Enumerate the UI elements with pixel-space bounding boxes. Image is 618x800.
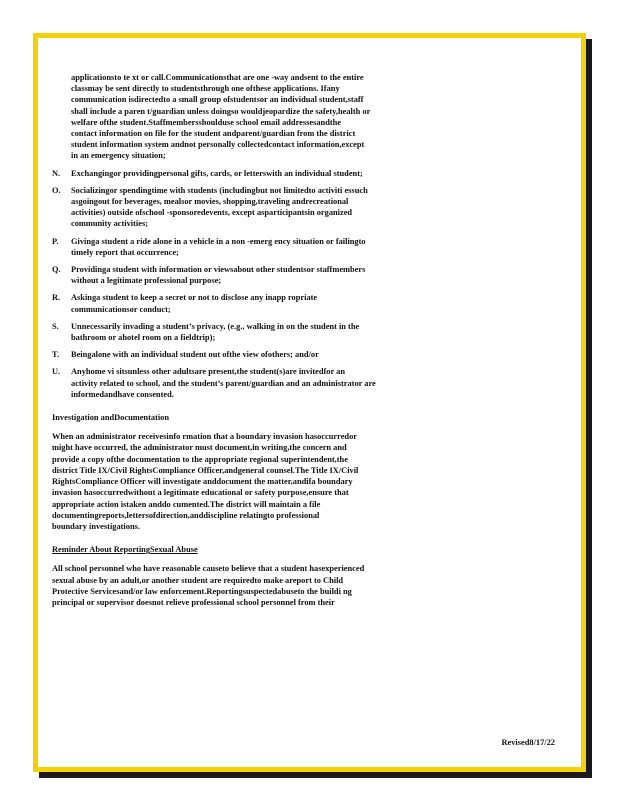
revised-date: Revised8/17/22	[501, 738, 555, 747]
text-line: documentingreports,lettersofdirection,anddiscipline relatingto professional	[52, 510, 320, 520]
document-page	[52, 72, 564, 608]
list-item	[52, 185, 564, 230]
list-item-letter: P.	[52, 236, 59, 246]
text-line: shall include a paren t/guardian unless doingso wouldjeopardize the safety,health or	[71, 106, 371, 116]
list-item	[52, 168, 564, 179]
list-item	[52, 366, 564, 400]
text-line: provide a copy ofthe documentation to the appropriate regional superintendent,the	[52, 454, 348, 464]
list-item-letter: N.	[52, 168, 61, 178]
prohibited-conduct-list	[52, 168, 564, 400]
text-line: Providinga student with information or viewsabout other studentsor staffmembers	[71, 265, 366, 275]
text-line: communicationsor conduct;	[71, 304, 171, 314]
text-line: welfare ofthe student.Staffmembersshoulduse school email addressesandthe	[71, 117, 342, 127]
text-line: bathroom or ahotel room on a fieldtrip);	[71, 333, 216, 343]
list-item-text	[71, 349, 564, 360]
list-item-text	[71, 264, 564, 286]
reminder-paragraph	[52, 563, 564, 608]
text-line: appropriate action istaken anddo cumented.The district will maintain a file	[52, 499, 321, 509]
text-line: activity related to school, and the student’s parent/guardian and an administrator are	[71, 378, 376, 388]
list-item-text	[71, 236, 564, 258]
text-line: without a legitimate professional purpose;	[71, 276, 222, 286]
investigation-paragraph	[52, 431, 564, 532]
text-line: Protective Servicesand/or law enforcement.Reportingsuspectedabuseto the buildi ng	[52, 586, 352, 596]
list-item-letter: R.	[52, 293, 61, 303]
list-item-letter: O.	[52, 185, 61, 195]
text-line: activities) outside ofschool -sponsoredevents, except asparticipantsin organized	[71, 208, 353, 218]
text-line: asgoingout for beverages, mealsor movies, shopping,traveling andrecreational	[71, 197, 349, 207]
list-item	[52, 292, 564, 314]
text-line: Givinga student a ride alone in a vehicle in a non -emerg ency situation or failingto	[71, 236, 366, 246]
list-item-text	[71, 366, 564, 400]
text-line: When an administrator receivesinfo rmation that a boundary invasion hasoccurredor	[52, 432, 357, 442]
page-frame	[33, 33, 586, 772]
text-line: Unnecessarily invading a student’s privacy, (e.g., walking in on the student in the	[71, 321, 360, 331]
text-line: student information system andnot personally collectedcontact information,except	[71, 140, 365, 150]
text-line: principal or supervisor doesnot relieve professional school personnel from their	[52, 597, 335, 607]
text-line: Socializingor spendingtime with students (includingbut not limitedto activiti essuch	[71, 185, 368, 195]
text-line: invasion hasoccurredwithout a legitimate educational or safety purpose,ensure that	[52, 488, 349, 498]
text-line: community activities;	[71, 219, 148, 229]
text-line: Exchangingor providingpersonal gifts, cards, or letterswith an individual student;	[71, 168, 363, 178]
list-item-letter: U.	[52, 367, 61, 377]
investigation-heading: Investigation andDocumentation	[52, 413, 170, 423]
text-line: informedandhave consented.	[71, 389, 174, 399]
list-item	[52, 349, 564, 360]
text-line: classmay be sent directly to studentsthrough one ofthese applications. Ifany	[71, 84, 340, 94]
text-line: timely report that occurrence;	[71, 247, 179, 257]
list-item-text	[71, 292, 564, 314]
list-item-letter: S.	[52, 321, 59, 331]
text-line: Askinga student to keep a secret or not to disclose any inapp ropriate	[71, 293, 318, 303]
reminder-heading: Reminder About ReportingSexual Abuse	[52, 545, 198, 555]
intro-paragraph	[71, 72, 564, 162]
list-item	[52, 264, 564, 286]
text-line: district Title IX/Civil RightsCompliance Officer,andgeneral counsel.The Title IX/Civil	[52, 465, 359, 475]
text-line: sexual abuse by an adult,or another student are requiredto make areport to Child	[52, 575, 344, 585]
list-item	[52, 236, 564, 258]
list-item-text	[71, 185, 564, 230]
text-line: Beingalone with an individual student out ofthe view ofothers; and/or	[71, 350, 319, 360]
list-item-text	[71, 168, 564, 179]
text-line: applicationsto te xt or call.Communicationsthat are one -way andsent to the entire	[71, 73, 364, 82]
text-line: RightsCompliance Officer will investigate anddocument the matter,andifa boundary	[52, 477, 353, 487]
text-line: in an emergency situation;	[71, 151, 166, 161]
text-line: All school personnel who have reasonable causeto believe that a student hasexperienced	[52, 564, 365, 574]
list-item-text	[71, 321, 564, 343]
text-line: Anyhome vi sitsunless other adultsare present,the student(s)are invitedfor an	[71, 367, 345, 377]
list-item	[52, 321, 564, 343]
list-item-letter: Q.	[52, 265, 61, 275]
text-line: boundary investigations.	[52, 521, 140, 531]
text-line: communication isdirectedto a small group ofstudentsor an individual student,staff	[71, 95, 364, 105]
text-line: might have occurred, the administrator must document,in writing,the concern and	[52, 443, 347, 453]
list-item-letter: T.	[52, 350, 60, 360]
text-line: contact information on file for the student andparent/guardian from the district	[71, 129, 356, 139]
